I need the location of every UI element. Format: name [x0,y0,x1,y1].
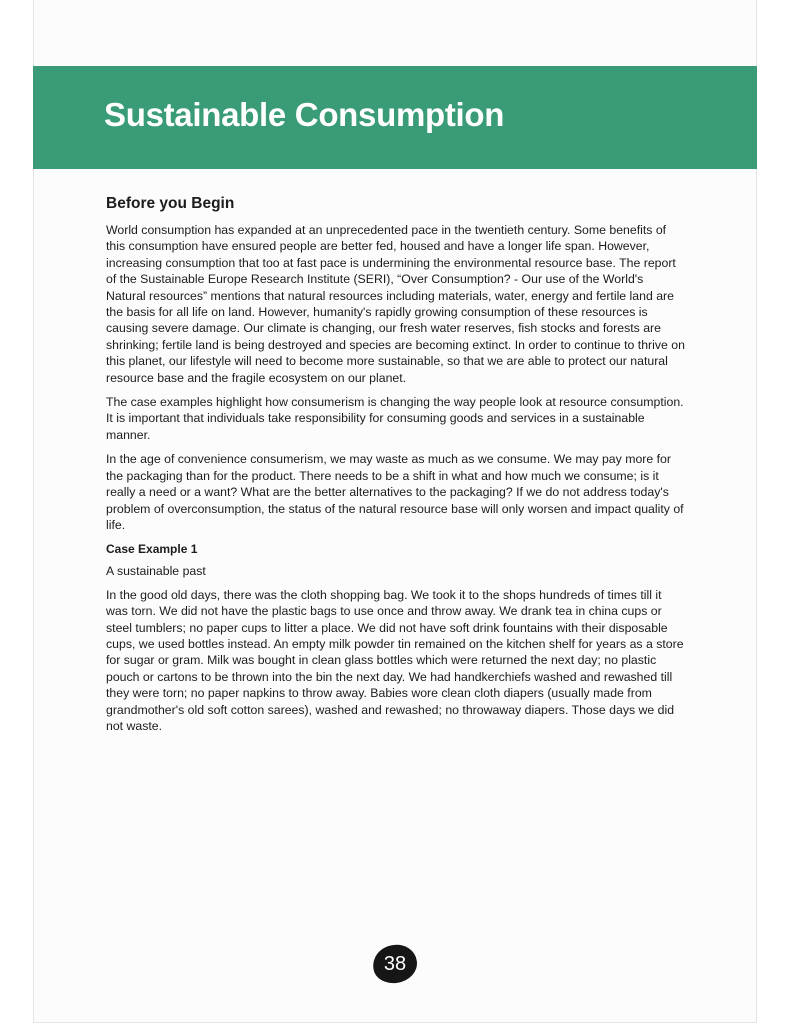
intro-paragraph-2: The case examples highlight how consumerism is changing the way people look at resource consumption. It is important that individuals take responsibility for consuming goods and services in a sustainable manner. [106,395,684,442]
page-number: 38 [383,953,407,975]
section-heading: Before you Begin [106,195,235,212]
case-example-heading: Case Example 1 [106,542,198,557]
title-banner [33,66,757,169]
case-example-paragraph: In the good old days, there was the cloth shopping bag. We took it to the shops hundreds of times till it was torn. We did not have the plastic bags to use once and throw away. We drank tea in china cups or steel tumblers; no paper cups to litter a place. We did not have soft drink fountains with their disposable cups, we used bottles instead. An empty milk powder tin remained on the kitchen shelf for years as a store for sugar or gram. Milk was bought in clean glass bottles which were returned the next day; no plastic pouch or cartons to be thrown into the bin the next day. We had handkerchiefs washed and rewashed till they were torn; no paper napkins to throw away. Babies wore clean cloth diapers (usually made from grandmother's old soft cotton sarees), washed and rewashed; no throwaway diapers. Those days we did not waste. [106,587,684,733]
case-example-subheading: A sustainable past [106,564,206,579]
intro-paragraph-1: World consumption has expanded at an unprecedented pace in the twentieth century. Some benefits of this consumption have ensured people are better fed, housed and have a longer life span. However, increasing consumption that too at fast pace is undermining the environmental resource base. The report of the Sustainable Europe Research Institute (SERI), “Over Consumption? - Our use of the World's Natural resources” mentions that natural resources including materials, water, energy and fertile land are the basis for all life on land. However, humanity's rapidly growing consumption of these resources is causing severe damage. Our climate is changing, our fresh water reserves, fish stocks and forests are shrinking; fertile land is being destroyed and species are becoming extinct. In order to continue to thrive on this planet, our lifestyle will need to become more sustainable, so that we are able to protect our natural resource base and the fragile ecosystem on our planet. [106,223,685,385]
page-title: Sustainable Consumption [104,96,505,133]
page-content [106,193,686,742]
intro-paragraph-3: In the age of convenience consumerism, we may waste as much as we consume. We may pay more for the packaging than for the product. There needs to be a shift in what and how much we consume; is it really a need or a want? What are the better alternatives to the packaging? If we do not address today's problem of overconsumption, the status of the natural resource base will only worsen and impact quality of life. [106,452,684,532]
